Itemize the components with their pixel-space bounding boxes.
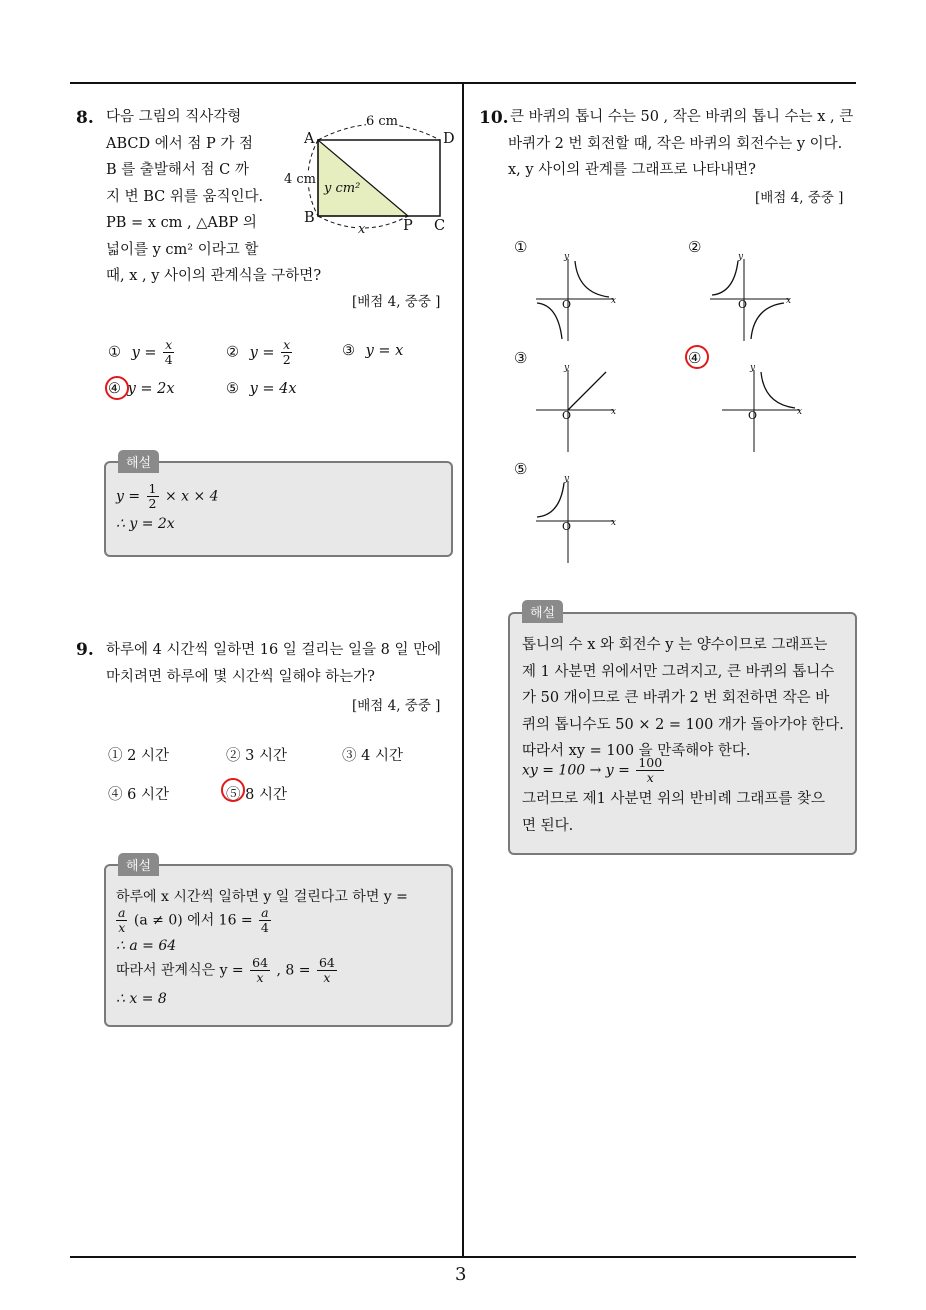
- vertex-b: B: [304, 210, 315, 226]
- question-8-meta: [배점 4, 중중 ]: [352, 294, 441, 310]
- axis-label-y: y: [564, 252, 570, 262]
- choice-text: y = 4x: [249, 381, 297, 397]
- q9-solution-line: 하루에 x 시간씩 일하면 y 일 걸린다고 하면 y =: [116, 889, 408, 905]
- graph-choice-2[interactable]: [708, 253, 798, 345]
- axis-label-y: y: [750, 363, 756, 373]
- question-10-number: 10.: [479, 108, 509, 128]
- choice-mark: ①: [108, 344, 121, 361]
- axis-label-x: x: [611, 518, 617, 528]
- fraction: $\frac{x}{4}$: [164, 337, 173, 367]
- q10-line: 바퀴가 2 번 회전할 때, 작은 바퀴의 회전수는 y 이다.: [508, 135, 843, 152]
- q8-solution-tab: 해설: [118, 450, 159, 473]
- axis-label-x: x: [797, 407, 803, 417]
- choice-mark: ③: [342, 343, 355, 359]
- vertex-c: C: [434, 218, 446, 234]
- axis-label-y: y: [738, 252, 744, 262]
- q8-choice-2[interactable]: [226, 338, 294, 367]
- triangle-abp: [318, 140, 408, 216]
- q10-choice-3-mark[interactable]: ③: [514, 349, 528, 367]
- label-x: x: [358, 222, 366, 237]
- q9-choice-2[interactable]: ② 3 시간: [226, 748, 287, 764]
- q9-solution-line: ∴ x = 8: [116, 991, 167, 1007]
- q9-line: 하루에 4 시간씩 일하면 16 일 걸리는 일을 8 일 만에: [106, 642, 442, 658]
- axis-label-x: x: [786, 296, 792, 306]
- curve: [751, 303, 784, 339]
- q8-choice-1[interactable]: [108, 338, 176, 367]
- question-8-number: 8.: [76, 108, 94, 128]
- fraction: $\frac{100}{x}$: [638, 755, 663, 785]
- question-10-meta: [배점 4, 중중 ]: [755, 190, 844, 206]
- q9-solution-tab: 해설: [118, 853, 159, 876]
- q8-line: 넓이를 y cm² 이라고 할: [106, 241, 259, 258]
- q8-line: B 를 출발해서 점 C 까: [106, 162, 249, 178]
- q9-choice-4[interactable]: ④ 6 시간: [108, 787, 169, 803]
- curve: [575, 261, 609, 297]
- q10-solution-line: 퀴의 톱니수도 50 × 2 = 100 개가 돌아가야 한다.: [522, 716, 844, 733]
- q10-choice-2-mark[interactable]: ②: [688, 238, 702, 256]
- q8-line: ABCD 에서 점 P 가 점: [106, 135, 253, 152]
- vertex-a: A: [304, 131, 315, 147]
- q8-choice-5[interactable]: [226, 381, 297, 397]
- axis-label-x: x: [611, 407, 617, 417]
- axis-label-o: O: [748, 409, 758, 422]
- curve: [761, 372, 795, 408]
- choice-mark: ⑤: [226, 381, 239, 397]
- q10-solution-text-2: [522, 786, 825, 839]
- answer-circle: [221, 778, 245, 802]
- q10-solution-formula: xy = 100 → y = $\frac{100}{x}$: [522, 755, 663, 785]
- axis-label-o: O: [562, 520, 572, 533]
- question-10-text: [510, 104, 853, 184]
- q8-line: 다음 그림의 직사각형: [106, 109, 242, 125]
- label-area: y cm²: [324, 181, 361, 196]
- q10-line: x, y 사이의 관계를 그래프로 나타내면?: [508, 162, 756, 178]
- q9-solution-line: $\frac{a}{x}$ (a ≠ 0) 에서 16 = $\frac{a}{4}$: [118, 905, 269, 935]
- q10-choice-4-mark[interactable]: ④: [688, 349, 702, 367]
- answer-circle: [685, 345, 709, 369]
- column-divider: [462, 83, 464, 1258]
- q8-line: PB = x cm , △ABP 의: [106, 215, 257, 231]
- q8-solution-line: y = $\frac{1}{2}$ × x × 4: [116, 481, 219, 511]
- q10-solution-line: 그러므로 제1 사분면 위의 반비례 그래프를 찾으: [522, 791, 826, 807]
- choice-mark: ④: [108, 381, 121, 397]
- label-6cm: 6 cm: [366, 114, 399, 129]
- fraction: $\frac{64}{x}$: [252, 955, 269, 985]
- answer-circle: [105, 376, 129, 400]
- q9-solution-line: ∴ a = 64: [116, 938, 177, 954]
- axis-label-y: y: [564, 474, 570, 484]
- q10-choice-5-mark[interactable]: ⑤: [514, 460, 528, 478]
- axis-label-y: y: [564, 363, 570, 373]
- q10-solution-line: 가 50 개이므로 큰 바퀴가 2 번 회전하면 작은 바: [522, 690, 830, 706]
- choice-text: y = x: [365, 343, 404, 359]
- q8-choice-3[interactable]: [342, 343, 403, 359]
- q10-solution-text: [522, 632, 844, 765]
- choice-text: y =: [131, 344, 157, 361]
- q9-choice-3[interactable]: ③ 4 시간: [342, 748, 403, 764]
- q10-solution-line: 제 1 사분면 위에서만 그려지고, 큰 바퀴의 톱니수: [522, 663, 835, 680]
- question-9-text: [106, 637, 441, 690]
- curve: [537, 303, 562, 339]
- q10-solution-line: 톱니의 수 x 와 회전수 y 는 양수이므로 그래프는: [522, 637, 828, 653]
- q9-line: 마치려면 하루에 몇 시간씩 일해야 하는가?: [106, 668, 375, 685]
- q8-solution-line: ∴ y = 2x: [116, 516, 175, 532]
- fraction: $\frac{1}{2}$: [148, 481, 157, 511]
- vertex-d: D: [443, 131, 455, 147]
- fraction: $\frac{a}{x}$: [118, 905, 126, 935]
- label-4cm: 4 cm: [284, 172, 317, 187]
- choice-text: y =: [249, 344, 275, 361]
- q10-line: 큰 바퀴의 톱니 수는 50 , 작은 바퀴의 톱니 수는 x , 큰: [510, 109, 854, 125]
- q8-line: 지 변 BC 위를 움직인다.: [106, 188, 264, 205]
- curve: [712, 261, 738, 295]
- q10-solution-line: 면 된다.: [522, 817, 574, 834]
- question-9-number: 9.: [76, 640, 94, 660]
- axis-label-x: x: [611, 296, 617, 306]
- axis-label-o: O: [562, 409, 572, 422]
- choice-mark: ②: [226, 344, 239, 361]
- curve: [537, 483, 564, 517]
- q9-choice-5[interactable]: ⑤ 8 시간: [226, 787, 287, 803]
- fraction: $\frac{x}{2}$: [282, 337, 291, 367]
- fraction: $\frac{64}{x}$: [318, 955, 335, 985]
- fraction: $\frac{a}{4}$: [260, 905, 269, 935]
- q10-solution-tab: 해설: [522, 600, 563, 623]
- line: [568, 372, 606, 410]
- question-9-meta: [배점 4, 중중 ]: [352, 698, 441, 714]
- axis-label-o: O: [738, 298, 748, 311]
- q9-choice-1[interactable]: ① 2 시간: [108, 748, 169, 764]
- vertex-p: P: [403, 218, 413, 234]
- q10-choice-1-mark[interactable]: ①: [514, 238, 528, 256]
- bottom-rule: [70, 1256, 856, 1258]
- q9-solution-line: 따라서 관계식은 y = $\frac{64}{x}$ , 8 = $\frac{64}{x}$: [116, 955, 335, 985]
- choice-text: y = 2x: [127, 381, 175, 397]
- q8-line: 때, x , y 사이의 관계식을 구하면?: [106, 268, 322, 284]
- page-number: 3: [455, 1264, 467, 1285]
- axis-label-o: O: [562, 298, 572, 311]
- q10-solution-line: 따라서 xy = 100 을 만족해야 한다.: [522, 743, 751, 759]
